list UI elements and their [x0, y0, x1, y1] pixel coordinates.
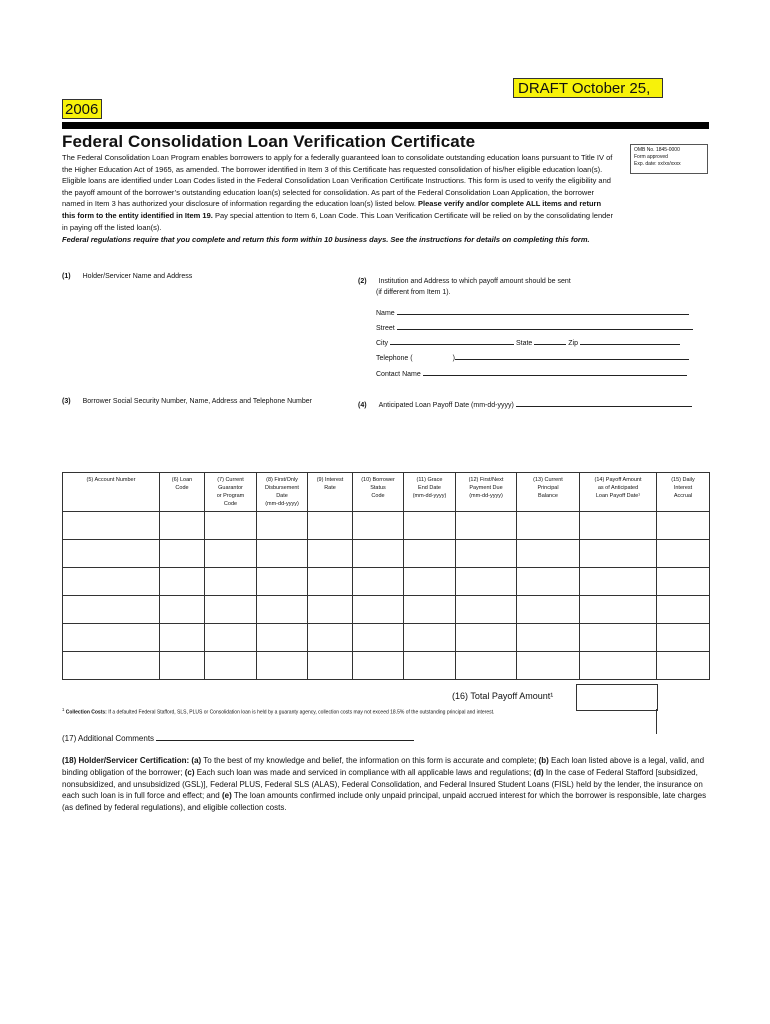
- table-cell[interactable]: [657, 652, 710, 680]
- table-cell[interactable]: [657, 624, 710, 652]
- omb-approved: Form approved: [634, 154, 668, 160]
- column-header: (8) First/Only Disbursement Date (mm-dd-yyyy): [257, 473, 308, 512]
- omb-number: OMB No. 1845-0000: [634, 147, 680, 153]
- collection-costs-footnote: $^1$ Collection Costs: If a defaulted Federal Stafford, SLS, PLUS or Consolidation loan is held by a guaranty agency, collection costs may not exceed 18.5% of the outstanding principal and interest.: [62, 707, 495, 716]
- table-cell[interactable]: [205, 624, 257, 652]
- column-header: (6) Loan Code: [160, 473, 205, 512]
- table-cell[interactable]: [160, 624, 205, 652]
- table-row: [63, 596, 710, 624]
- table-cell[interactable]: [160, 596, 205, 624]
- table-cell[interactable]: [308, 596, 353, 624]
- table-cell[interactable]: [404, 624, 456, 652]
- draft-stamp-year: 2006: [62, 99, 102, 119]
- table-cell[interactable]: [308, 624, 353, 652]
- table-cell[interactable]: [160, 652, 205, 680]
- table-cell[interactable]: [205, 568, 257, 596]
- table-cell[interactable]: [63, 652, 160, 680]
- table-cell[interactable]: [308, 652, 353, 680]
- column-header: (9) Interest Rate: [308, 473, 353, 512]
- table-cell[interactable]: [657, 512, 710, 540]
- table-cell[interactable]: [456, 596, 517, 624]
- header-rule: [62, 122, 709, 129]
- table-row: [63, 512, 710, 540]
- table-cell[interactable]: [353, 624, 404, 652]
- table-row: [63, 624, 710, 652]
- table-cell[interactable]: [657, 568, 710, 596]
- column-header: (13) Current Principal Balance: [517, 473, 580, 512]
- column-header: (15) Daily Interest Accrual: [657, 473, 710, 512]
- city-state-zip-field[interactable]: City State Zip: [376, 337, 680, 347]
- table-cell[interactable]: [160, 512, 205, 540]
- table-cell[interactable]: [160, 540, 205, 568]
- table-cell[interactable]: [63, 540, 160, 568]
- table-cell[interactable]: [205, 652, 257, 680]
- table-cell[interactable]: [517, 512, 580, 540]
- table-header-row: [63, 473, 710, 512]
- payoff-vertical-line: [656, 709, 657, 734]
- table-cell[interactable]: [257, 596, 308, 624]
- column-header: (11) Grace End Date (mm-dd-yyyy): [404, 473, 456, 512]
- table-cell[interactable]: [456, 652, 517, 680]
- table-cell[interactable]: [308, 568, 353, 596]
- table-cell[interactable]: [657, 540, 710, 568]
- column-header: (10) Borrower Status Code: [353, 473, 404, 512]
- table-cell[interactable]: [63, 596, 160, 624]
- table-row: [63, 568, 710, 596]
- table-cell[interactable]: [456, 568, 517, 596]
- table-cell[interactable]: [308, 512, 353, 540]
- table-cell[interactable]: [456, 540, 517, 568]
- intro-paragraph: [62, 152, 615, 233]
- table-cell[interactable]: [456, 624, 517, 652]
- table-cell[interactable]: [517, 540, 580, 568]
- table-cell[interactable]: [580, 512, 657, 540]
- table-cell[interactable]: [63, 568, 160, 596]
- table-cell[interactable]: [353, 596, 404, 624]
- table-cell[interactable]: [205, 512, 257, 540]
- table-cell[interactable]: [404, 512, 456, 540]
- intro-instruction: Please verify and/or complete ALL items and return this form to the entity identified in Item 19.: [62, 199, 602, 220]
- table-cell[interactable]: [63, 512, 160, 540]
- table-cell[interactable]: [257, 512, 308, 540]
- column-header: (5) Account Number: [63, 473, 160, 512]
- table-cell[interactable]: [456, 512, 517, 540]
- table-cell[interactable]: [205, 540, 257, 568]
- table-row: [63, 652, 710, 680]
- table-cell[interactable]: [353, 512, 404, 540]
- table-cell[interactable]: [257, 568, 308, 596]
- table-cell[interactable]: [580, 624, 657, 652]
- table-cell[interactable]: [257, 540, 308, 568]
- intro-text-1: The Federal Consolidation Loan Program enables borrowers to apply for a federally guaranteed loan to consolidate outstanding education loans pursuant to Title IV of the Higher Education Act of 1965, as amended. The borrower identified in Item 3 of this Certificate has requested consolidation of his/her eligible education loan(s). Eligible loans are identified under Loan Codes listed in the Federal Consolidation Loan Verification Certificate Instructions. This form is used to verify the eligibility and the payoff amount of the borrower’s outstanding education loan(s) selected for consolidation. As part of the Federal Consolidation Loan Application, the borrower named in Item 3 has authorized your disclosure of information regarding the education loan(s) listed below.: [62, 153, 613, 209]
- table-cell[interactable]: [257, 624, 308, 652]
- table-cell[interactable]: [353, 540, 404, 568]
- table-cell[interactable]: [404, 568, 456, 596]
- table-cell[interactable]: [353, 652, 404, 680]
- item-2-label: (2) Institution and Address to which payoff amount should be sent: [358, 278, 571, 285]
- table-cell[interactable]: [580, 652, 657, 680]
- table-cell[interactable]: [404, 596, 456, 624]
- column-header: (14) Payoff Amount as of Anticipated Loan Payoff Date¹: [580, 473, 657, 512]
- table-cell[interactable]: [657, 596, 710, 624]
- telephone-field[interactable]: Telephone ( ): [376, 352, 689, 362]
- column-header: (7) Current Guarantor or Program Code: [205, 473, 257, 512]
- table-cell[interactable]: [205, 596, 257, 624]
- total-payoff-label: (16) Total Payoff Amount¹: [452, 691, 554, 701]
- table-row: [63, 540, 710, 568]
- table-cell[interactable]: [580, 596, 657, 624]
- table-cell[interactable]: [517, 568, 580, 596]
- loan-table: [62, 472, 710, 680]
- holder-certification: (18) Holder/Servicer Certification: (a) To the best of my knowledge and belief, the information on this form is accurate and complete; (b) Each loan listed above is a legal, valid, and binding obligation of the borrower; (c) Each such loan was made and serviced in compliance with all applicable laws and regulations; (d) In the case of Federal Stafford [subsidized, nonsubsidized, and unsubsidized (GSL)], Federal PLUS, Federal SLS (ALAS), Federal Consolidation, and Federal Insured Student Loans (FISL) held by the lender, the insurance on each such loan is in full force and effect; and (e) The loan amounts confirmed include only unpaid principal, unpaid accrued interest for which the borrower is responsible, late charges (as defined by federal regulations), and eligible collection costs.: [62, 756, 707, 813]
- omb-expiration: Exp. date: xx/xx/xxxx: [634, 161, 681, 167]
- name-field[interactable]: Name: [376, 307, 689, 317]
- regulations-note: Federal regulations require that you complete and return this form within 10 business days. See the instructions for details on completing this form.: [62, 235, 590, 244]
- table-cell[interactable]: [580, 540, 657, 568]
- payoff-date-field[interactable]: (4) Anticipated Loan Payoff Date (mm-dd-yyyy): [358, 399, 692, 409]
- table-cell[interactable]: [517, 624, 580, 652]
- omb-box: [630, 144, 708, 174]
- street-field[interactable]: Street: [376, 322, 693, 332]
- total-payoff-box[interactable]: [576, 684, 658, 711]
- table-cell[interactable]: [308, 540, 353, 568]
- table-cell[interactable]: [160, 568, 205, 596]
- table-cell[interactable]: [404, 540, 456, 568]
- item-3-label: (3) Borrower Social Security Number, Name, Address and Telephone Number: [62, 398, 312, 405]
- table-cell[interactable]: [63, 624, 160, 652]
- table-cell[interactable]: [404, 652, 456, 680]
- page-title: Federal Consolidation Loan Verification Certificate: [62, 132, 476, 151]
- intro-text-2: Pay special attention to Item 6, Loan Code. This Loan Verification Certificate will be relied on by the consolidating lender in paying off the listed loan(s).: [62, 210, 613, 232]
- table-cell[interactable]: [353, 568, 404, 596]
- table-cell[interactable]: [580, 568, 657, 596]
- item-2-sublabel: (if different from Item 1).: [376, 289, 451, 296]
- contact-name-field[interactable]: Contact Name: [376, 368, 687, 378]
- table-cell[interactable]: [517, 596, 580, 624]
- table-cell[interactable]: [257, 652, 308, 680]
- table-cell[interactable]: [517, 652, 580, 680]
- column-header: (12) First/Next Payment Due (mm-dd-yyyy): [456, 473, 517, 512]
- additional-comments-field[interactable]: (17) Additional Comments: [62, 733, 414, 743]
- item-1-label: (1) Holder/Servicer Name and Address: [62, 273, 193, 280]
- draft-stamp-date: DRAFT October 25,: [513, 78, 663, 98]
